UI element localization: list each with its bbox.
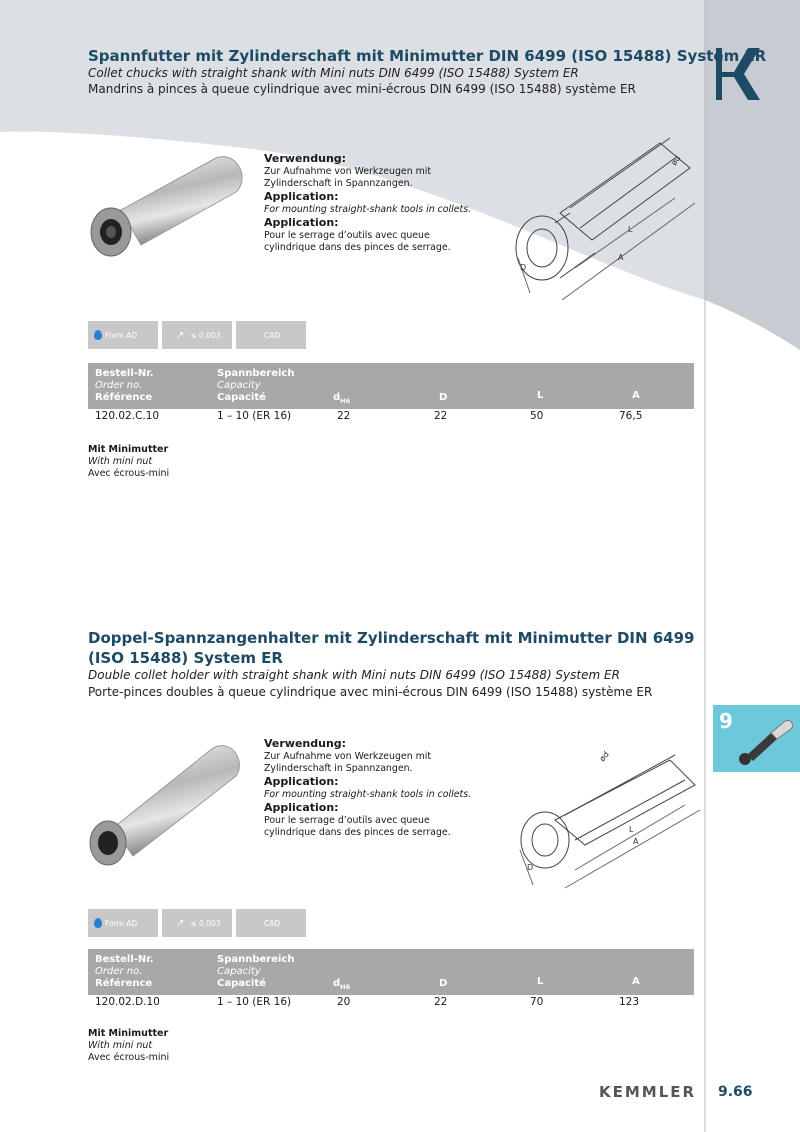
header-A: A: [632, 390, 640, 401]
header-order-en: Order no.: [95, 380, 143, 391]
note-de: Mit Minimutter: [88, 444, 169, 455]
header-capacity-en: Capacity: [217, 380, 261, 391]
drawing-label-l: L: [628, 225, 633, 234]
section1-title-fr: Mandrins à pinces à queue cylindrique avec mini-écrous DIN 6499 (ISO 15488) système ER: [88, 82, 636, 96]
cell-order: 120.02.C.10: [95, 410, 160, 422]
usage-heading-fr: Application:: [264, 801, 339, 814]
double-collet-technical-drawing: [505, 740, 705, 890]
usage-heading-en: Application:: [264, 775, 339, 788]
form-ad-label: Form AD: [105, 918, 138, 928]
double-collet-holder-photo: [88, 738, 248, 868]
arrow-icon: ↗: [176, 329, 185, 341]
section2-usage: [264, 737, 494, 839]
usage-heading-fr: Application:: [264, 216, 339, 229]
runout-label: ≤ 0,003: [190, 918, 221, 928]
header-dh6: $d_{H6}$: [333, 978, 351, 991]
usage-heading-de: Verwendung:: [264, 737, 347, 750]
header-capacity-fr: Capacité: [217, 978, 266, 989]
drawing-label-d: D: [527, 863, 534, 872]
section2-title-de-1: Doppel-Spannzangenhalter mit Zylinderschaft mit Minimutter DIN 6499: [88, 629, 695, 647]
runout-chip[interactable]: [162, 321, 232, 349]
header-capacity-de: Spannbereich: [217, 954, 295, 965]
form-ad-label: Form AD: [105, 330, 138, 340]
cell-dh6: 22: [337, 410, 351, 422]
drawing-label-a: A: [633, 837, 639, 846]
runout-chip[interactable]: [162, 909, 232, 937]
cad-label: CAD: [264, 330, 281, 340]
cell-L: 50: [530, 410, 544, 422]
cell-A: 123: [619, 996, 640, 1008]
chapter-number: 9: [719, 709, 733, 733]
table-row: [88, 996, 694, 1014]
note-fr: Avec écrous-mini: [88, 468, 170, 479]
header-order-fr: Référence: [95, 978, 153, 989]
header-dh6: $d_{H6}$: [333, 392, 351, 405]
header-A: A: [632, 976, 640, 987]
cad-chip[interactable]: [236, 321, 306, 349]
form-ad-chip[interactable]: [88, 909, 158, 937]
pull-stud-icon: [733, 715, 797, 767]
note-de: Mit Minimutter: [88, 1028, 169, 1039]
usage-text-fr-2: cylindrique dans des pinces de serrage.: [264, 827, 451, 838]
header-order-en: Order no.: [95, 966, 143, 977]
section2-title-fr: Porte-pinces doubles à queue cylindrique avec mini-écrous DIN 6499 (ISO 15488) système ER: [88, 685, 653, 699]
usage-text-en: For mounting straight-shank tools in collets.: [264, 204, 472, 215]
cell-capacity: 1 – 10 (ER 16): [217, 996, 292, 1008]
note-fr: Avec écrous-mini: [88, 1052, 170, 1063]
header-L: L: [537, 390, 544, 401]
chapter-tab[interactable]: [713, 705, 800, 772]
header-L: L: [537, 976, 544, 987]
section2-title-de-2: (ISO 15488) System ER: [88, 649, 283, 667]
usage-text-fr-1: Pour le serrage d’outils avec queue: [264, 230, 430, 241]
page-number: 9.66: [718, 1084, 753, 1100]
table-row: [88, 410, 694, 428]
cad-label: CAD: [264, 918, 281, 928]
cad-chip[interactable]: [236, 909, 306, 937]
usage-text-fr-2: cylindrique dans des pinces de serrage.: [264, 242, 451, 253]
cell-D: 22: [434, 996, 448, 1008]
footer-brand: KEMMLER: [599, 1083, 697, 1101]
usage-text-en: For mounting straight-shank tools in collets.: [264, 789, 472, 800]
header-D: D: [439, 978, 448, 989]
collet-chuck-technical-drawing: [500, 128, 705, 300]
usage-text-de-1: Zur Aufnahme von Werkzeugen mit: [264, 751, 432, 762]
cell-L: 70: [530, 996, 544, 1008]
header-capacity-en: Capacity: [217, 966, 261, 977]
drawing-label-l: L: [629, 825, 634, 834]
section2-table-header: [88, 949, 694, 995]
section1-title-de: Spannfutter mit Zylinderschaft mit Minimutter DIN 6499 (ISO 15488) System ER: [88, 47, 767, 65]
collet-chuck-photo: [86, 150, 251, 260]
header-order-fr: Référence: [95, 392, 153, 403]
header-capacity-de: Spannbereich: [217, 368, 295, 379]
runout-label: ≤ 0,003: [190, 330, 221, 340]
drawing-label-od: ød: [597, 749, 611, 764]
drop-icon: [94, 918, 102, 928]
drawing-label-a: A: [618, 253, 624, 262]
cell-A: 76,5: [619, 410, 643, 422]
cell-capacity: 1 – 10 (ER 16): [217, 410, 292, 422]
section1-table-header: [88, 363, 694, 409]
drawing-label-d: D: [520, 263, 527, 272]
header-order-de: Bestell-Nr.: [95, 954, 154, 965]
section1-usage: [264, 152, 494, 254]
usage-heading-en: Application:: [264, 190, 339, 203]
section2-title-en: Double collet holder with straight shank with Mini nuts DIN 6499 (ISO 15488) System ER: [88, 668, 620, 682]
usage-heading-de: Verwendung:: [264, 152, 347, 165]
section1-title-en: Collet chucks with straight shank with Mini nuts DIN 6499 (ISO 15488) System ER: [88, 66, 579, 80]
cell-order: 120.02.D.10: [95, 996, 160, 1008]
usage-text-de-1: Zur Aufnahme von Werkzeugen mit: [264, 166, 432, 177]
arrow-icon: ↗: [176, 917, 185, 929]
cell-D: 22: [434, 410, 448, 422]
section2-note: [88, 1028, 169, 1064]
usage-text-de-2: Zylinderschaft in Spannzangen.: [264, 178, 413, 189]
drop-icon: [94, 330, 102, 340]
header-D: D: [439, 392, 448, 403]
form-ad-chip[interactable]: [88, 321, 158, 349]
header-capacity-fr: Capacité: [217, 392, 266, 403]
cell-dh6: 20: [337, 996, 351, 1008]
usage-text-fr-1: Pour le serrage d’outils avec queue: [264, 815, 430, 826]
note-en: With mini nut: [88, 456, 153, 467]
drawing-label-od: ød: [669, 153, 683, 168]
usage-text-de-2: Zylinderschaft in Spannzangen.: [264, 763, 413, 774]
note-en: With mini nut: [88, 1040, 153, 1051]
header-order-de: Bestell-Nr.: [95, 368, 154, 379]
section1-note: [88, 444, 169, 480]
